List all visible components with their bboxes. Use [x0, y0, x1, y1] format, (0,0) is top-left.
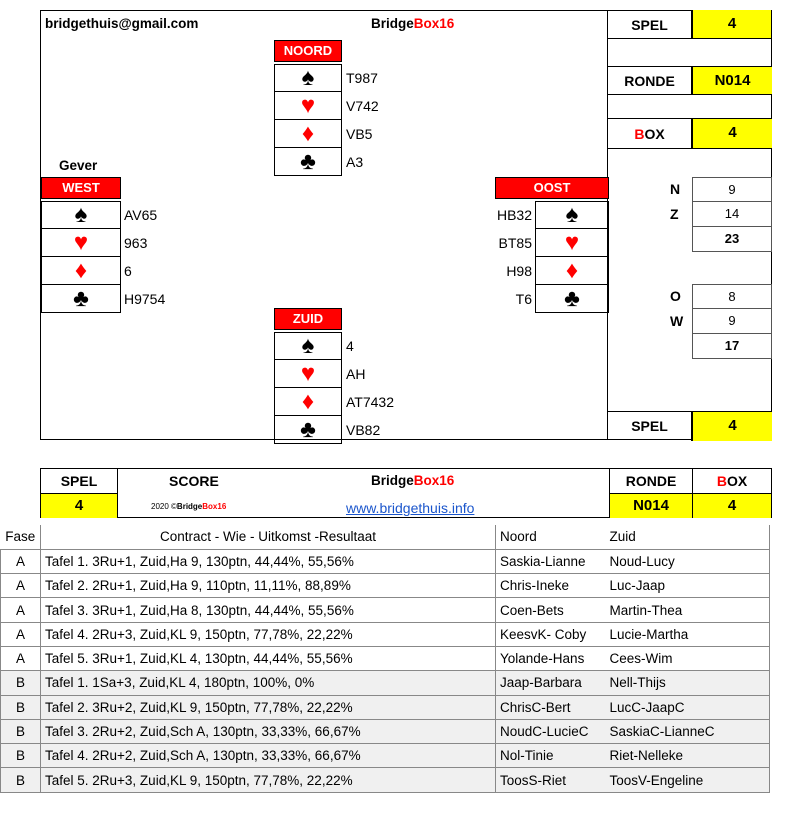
spel2-value: 4 — [692, 411, 772, 441]
sh-brand-logo — [371, 473, 454, 488]
cell-fase: B — [1, 768, 41, 792]
heart-icon: ♥ — [274, 92, 342, 120]
heart-icon: ♥ — [535, 229, 609, 257]
oost-clubs: T6 — [515, 291, 532, 307]
cell-zuid: Martin-Thea — [606, 598, 770, 622]
cell-contract: Tafel 1. 3Ru+1, Zuid,Ha 9, 130ptn, 44,44%, 55,56% — [41, 549, 496, 573]
box-value: 4 — [692, 119, 772, 149]
blank-row-2 — [608, 95, 772, 119]
spade-icon: ♠ — [41, 201, 121, 229]
noord-hearts: V742 — [346, 98, 379, 114]
cell-fase: B — [1, 744, 41, 768]
cell-contract: Tafel 5. 2Ru+3, Zuid,KL 9, 150ptn, 77,78%, 22,22% — [41, 768, 496, 792]
table-row — [1, 719, 770, 743]
zuid-label: ZUID — [274, 308, 342, 330]
spel-label-cell — [608, 11, 692, 39]
website-link[interactable]: www.bridgethuis.info — [346, 500, 475, 516]
box-label-cell — [608, 119, 692, 149]
cell-zuid: ToosV-Engeline — [606, 768, 770, 792]
sh-copyright-brand-num: 16 — [217, 502, 227, 511]
cell-noord: Jaap-Barbara — [496, 671, 606, 695]
cell-contract: Tafel 5. 3Ru+1, Zuid,KL 4, 130ptn, 44,44%, 55,56% — [41, 646, 496, 670]
cell-zuid: Lucie-Martha — [606, 622, 770, 646]
sh-brand-box: Box — [413, 473, 440, 488]
sh-brand-num: 16 — [439, 473, 455, 488]
oost-diamonds: H98 — [506, 263, 532, 279]
zuid-diamonds: AT7432 — [346, 394, 394, 410]
cell-fase: B — [1, 695, 41, 719]
col-contract: Contract - Wie - Uitkomst -Resultaat — [41, 525, 496, 549]
cell-zuid: Luc-Jaap — [606, 574, 770, 598]
o-label: O — [670, 288, 681, 304]
sh-copyright-year: 2020 © — [151, 502, 177, 511]
zuid-spades: 4 — [346, 338, 354, 354]
sh-box-label-b: B — [716, 473, 727, 489]
diamond-icon: ♦ — [535, 257, 609, 285]
col-fase: Fase — [1, 525, 41, 549]
cell-contract: Tafel 2. 3Ru+2, Zuid,KL 9, 150ptn, 77,78%, 22,22% — [41, 695, 496, 719]
noord-clubs: A3 — [346, 154, 364, 170]
n-label: N — [670, 181, 681, 197]
cell-contract: Tafel 4. 2Ru+2, Zuid,Sch A, 130ptn, 33,33%, 66,67% — [41, 744, 496, 768]
heart-icon: ♥ — [41, 229, 121, 257]
sh-spel-label: SPEL — [41, 469, 118, 494]
cell-zuid: Noud-Lucy — [606, 549, 770, 573]
cell-fase: A — [1, 622, 41, 646]
club-icon: ♣ — [535, 285, 609, 313]
spel-label: SPEL — [631, 17, 668, 33]
diamond-icon: ♦ — [274, 120, 342, 148]
west-hearts: 963 — [124, 235, 148, 251]
deal-panel — [40, 10, 608, 443]
box-label-b: B — [634, 126, 645, 142]
sh-spel-value: 4 — [41, 494, 118, 518]
brand-prefix: Bridge — [371, 16, 414, 31]
table-row — [1, 768, 770, 792]
cell-fase: B — [1, 719, 41, 743]
zuid-clubs: VB82 — [346, 422, 381, 438]
west-clubs: H9754 — [124, 291, 166, 307]
cell-zuid: Cees-Wim — [606, 646, 770, 670]
table-row — [1, 598, 770, 622]
cell-noord: NoudC-LucieC — [496, 719, 606, 743]
table-row — [1, 646, 770, 670]
w-label: W — [670, 313, 684, 329]
nz-total: 23 — [692, 227, 772, 252]
n-score: 9 — [692, 177, 772, 202]
table-header-row — [1, 525, 770, 549]
spade-icon: ♠ — [274, 64, 342, 92]
table-row — [1, 622, 770, 646]
table-row — [1, 744, 770, 768]
cell-noord: ToosS-Riet — [496, 768, 606, 792]
cell-fase: B — [1, 671, 41, 695]
cell-zuid: Nell-Thijs — [606, 671, 770, 695]
sh-copyright-brand-prefix: Bridge — [176, 502, 203, 511]
heart-icon: ♥ — [274, 360, 342, 388]
brand-box: Box — [413, 16, 440, 31]
zuid-hand — [274, 308, 394, 443]
west-label: WEST — [41, 177, 121, 199]
cell-fase: A — [1, 646, 41, 670]
o-score: 8 — [692, 284, 772, 309]
cell-zuid: SaskiaC-LianneC — [606, 719, 770, 743]
zuid-hearts: AH — [346, 366, 366, 382]
west-hand — [41, 177, 166, 312]
sh-ronde-label: RONDE — [609, 469, 693, 494]
sh-ronde-value: N014 — [609, 494, 693, 518]
diamond-icon: ♦ — [41, 257, 121, 285]
noord-label: NOORD — [274, 40, 342, 62]
cell-contract: Tafel 3. 3Ru+1, Zuid,Ha 8, 130ptn, 44,44%, 55,56% — [41, 598, 496, 622]
cell-noord: Yolande-Hans — [496, 646, 606, 670]
sh-box-value: 4 — [693, 494, 771, 518]
score-header — [40, 468, 772, 518]
brand-logo — [371, 16, 454, 31]
noord-spades: T987 — [346, 70, 378, 86]
ow-total: 17 — [692, 334, 772, 359]
club-icon: ♣ — [274, 416, 342, 444]
sh-copyright — [151, 502, 226, 511]
cell-noord: ChrisC-Bert — [496, 695, 606, 719]
diamond-icon: ♦ — [274, 388, 342, 416]
table-row — [1, 671, 770, 695]
z-label: Z — [670, 206, 679, 222]
west-diamonds: 6 — [124, 263, 132, 279]
oost-hand — [495, 177, 609, 312]
cell-noord: Coen-Bets — [496, 598, 606, 622]
oost-spades: HB32 — [496, 207, 532, 223]
results-table — [0, 525, 770, 793]
z-score: 14 — [692, 202, 772, 227]
cell-zuid: Riet-Nelleke — [606, 744, 770, 768]
ronde-label: RONDE — [624, 73, 675, 89]
noord-diamonds: VB5 — [346, 126, 373, 142]
cell-noord: Saskia-Lianne — [496, 549, 606, 573]
cell-contract: Tafel 4. 2Ru+3, Zuid,KL 9, 150ptn, 77,78%, 22,22% — [41, 622, 496, 646]
west-spades: AV65 — [124, 207, 158, 223]
ronde-label-cell — [608, 67, 692, 95]
right-panel — [608, 10, 772, 440]
ronde-value: N014 — [692, 67, 772, 95]
sh-box-label — [693, 469, 771, 494]
cell-fase: A — [1, 598, 41, 622]
club-icon: ♣ — [41, 285, 121, 313]
spade-icon: ♠ — [535, 201, 609, 229]
oost-hearts: BT85 — [498, 235, 532, 251]
gever-label: Gever — [59, 158, 98, 173]
cell-noord: KeesvK- Coby — [496, 622, 606, 646]
sh-brand-prefix: Bridge — [371, 473, 414, 488]
oost-label: OOST — [495, 177, 609, 199]
spade-icon: ♠ — [274, 332, 342, 360]
brand-num: 16 — [439, 16, 455, 31]
box-label-rest: OX — [644, 126, 665, 142]
cell-noord: Chris-Ineke — [496, 574, 606, 598]
noord-hand — [274, 40, 379, 175]
email-text: bridgethuis@gmail.com — [45, 16, 199, 31]
blank-row — [608, 39, 772, 67]
spel2-label: SPEL — [631, 418, 668, 434]
table-row — [1, 549, 770, 573]
table-row — [1, 695, 770, 719]
cell-contract: Tafel 1. 1Sa+3, Zuid,KL 4, 180ptn, 100%, 0% — [41, 671, 496, 695]
box-label — [608, 119, 691, 149]
sh-copyright-brand-box: Box — [202, 502, 218, 511]
sh-box-label-rest: OX — [726, 473, 748, 489]
col-noord: Noord — [496, 525, 606, 549]
spel2-label-cell — [608, 411, 692, 441]
sh-score-label: SCORE — [169, 473, 219, 489]
cell-zuid: LucC-JaapC — [606, 695, 770, 719]
cell-contract: Tafel 2. 2Ru+1, Zuid,Ha 9, 110ptn, 11,11%, 88,89% — [41, 574, 496, 598]
club-icon: ♣ — [274, 148, 342, 176]
w-score: 9 — [692, 309, 772, 334]
cell-contract: Tafel 3. 2Ru+2, Zuid,Sch A, 130ptn, 33,33%, 66,67% — [41, 719, 496, 743]
table-row — [1, 574, 770, 598]
col-zuid: Zuid — [606, 525, 770, 549]
cell-noord: Nol-Tinie — [496, 744, 606, 768]
cell-fase: A — [1, 574, 41, 598]
spel-value: 4 — [692, 10, 772, 39]
cell-fase: A — [1, 549, 41, 573]
